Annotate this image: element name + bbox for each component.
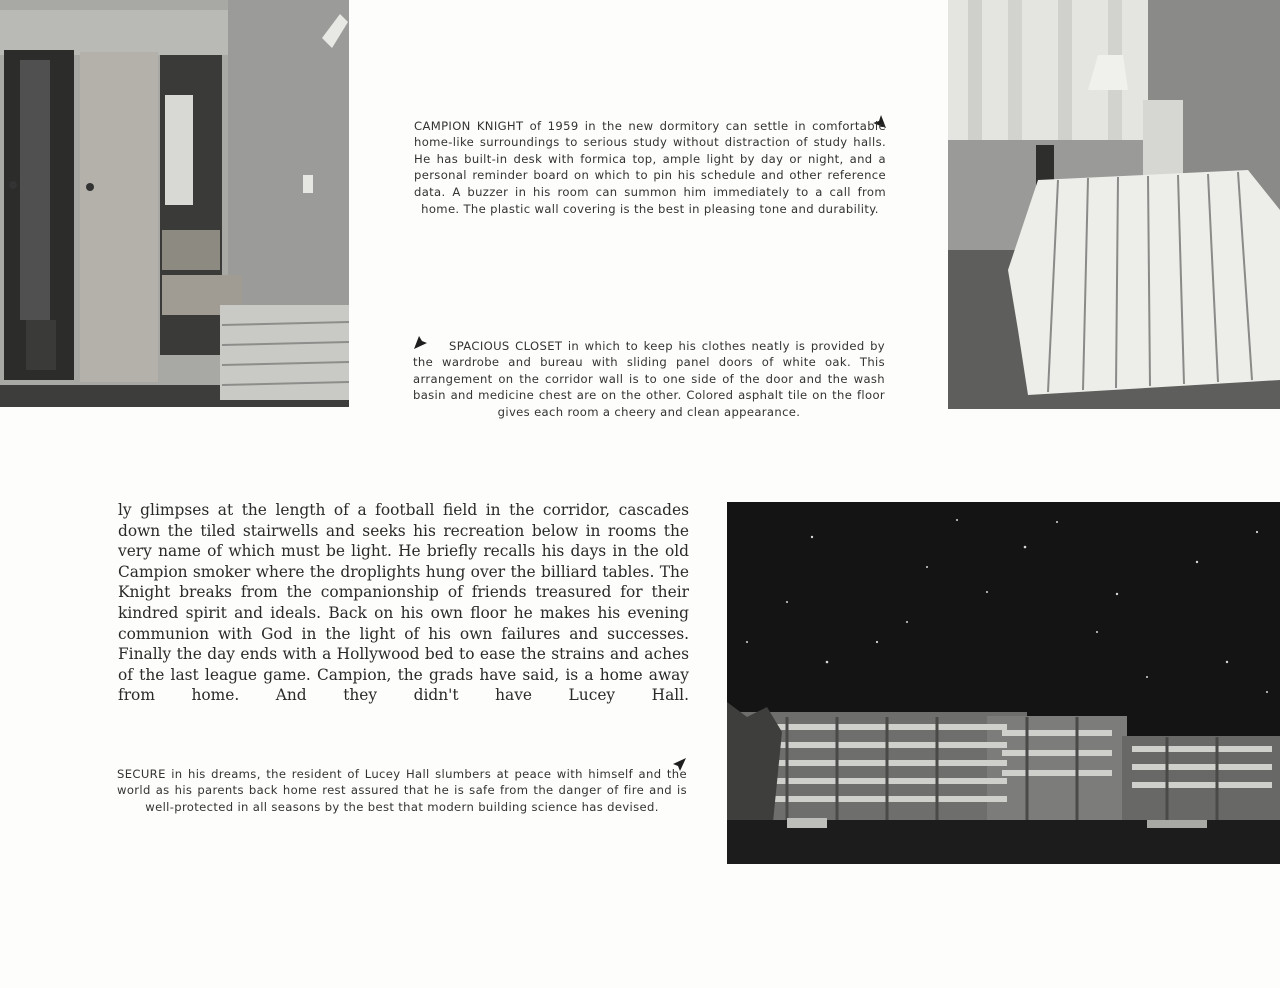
caption-spacious-closet: SPACIOUS CLOSET in which to keep his clothes neatly is provided by the wardrobe and bureau with sliding panel doors of white oak. This arrangement on the corridor wall is to one side of the door and the wash basin and medicine chest are on the other. Colored asphalt tile on the floor gives each room a cheery and clean appearance. <box>413 338 885 419</box>
caption-campion-knight: CAMPION KNIGHT of 1959 in the new dormitory can settle in comfortable home-like surroundings to serious study without distraction of study halls. He has built-in desk with formica top, ample light by day or night, and a personal reminder board on which to pin his schedule and other reference data. A buzzer in his room can summon him immediately to a call from home. The plastic wall covering is the best in pleasing tone and durability. <box>414 118 886 216</box>
caption-secure-dreams: SECURE in his dreams, the resident of Lucey Hall slumbers at peace with himself and the world as his parents back home rest assured that he is safe from the danger of fire and is well-protected in all seasons by the best that modern building science has devised. <box>117 766 687 814</box>
body-text-paragraph: ly glimpses at the length of a football field in the corridor, cascades down the tiled stairwells and seeks his recreation below in rooms the very name of which must be light. He briefly recalls his days in the old Campion smoker where the droplights hung over the billiard tables. The Knight breaks from the companionship of friends treasured for their kindred spirit and ideals. Back on his own floor he makes his evening communion with God in the light of his own failures and successes. Finally the day ends with a Hollywood bed to ease the strains and aches of the last league game. Campion, the grads have said, is a home away from home. And they didn't have Lucey Hall. <box>118 501 689 705</box>
photo-wardrobe-closet <box>0 0 349 407</box>
photo-bed-and-desk <box>948 0 1280 409</box>
photo-lucey-hall-night <box>727 502 1280 864</box>
